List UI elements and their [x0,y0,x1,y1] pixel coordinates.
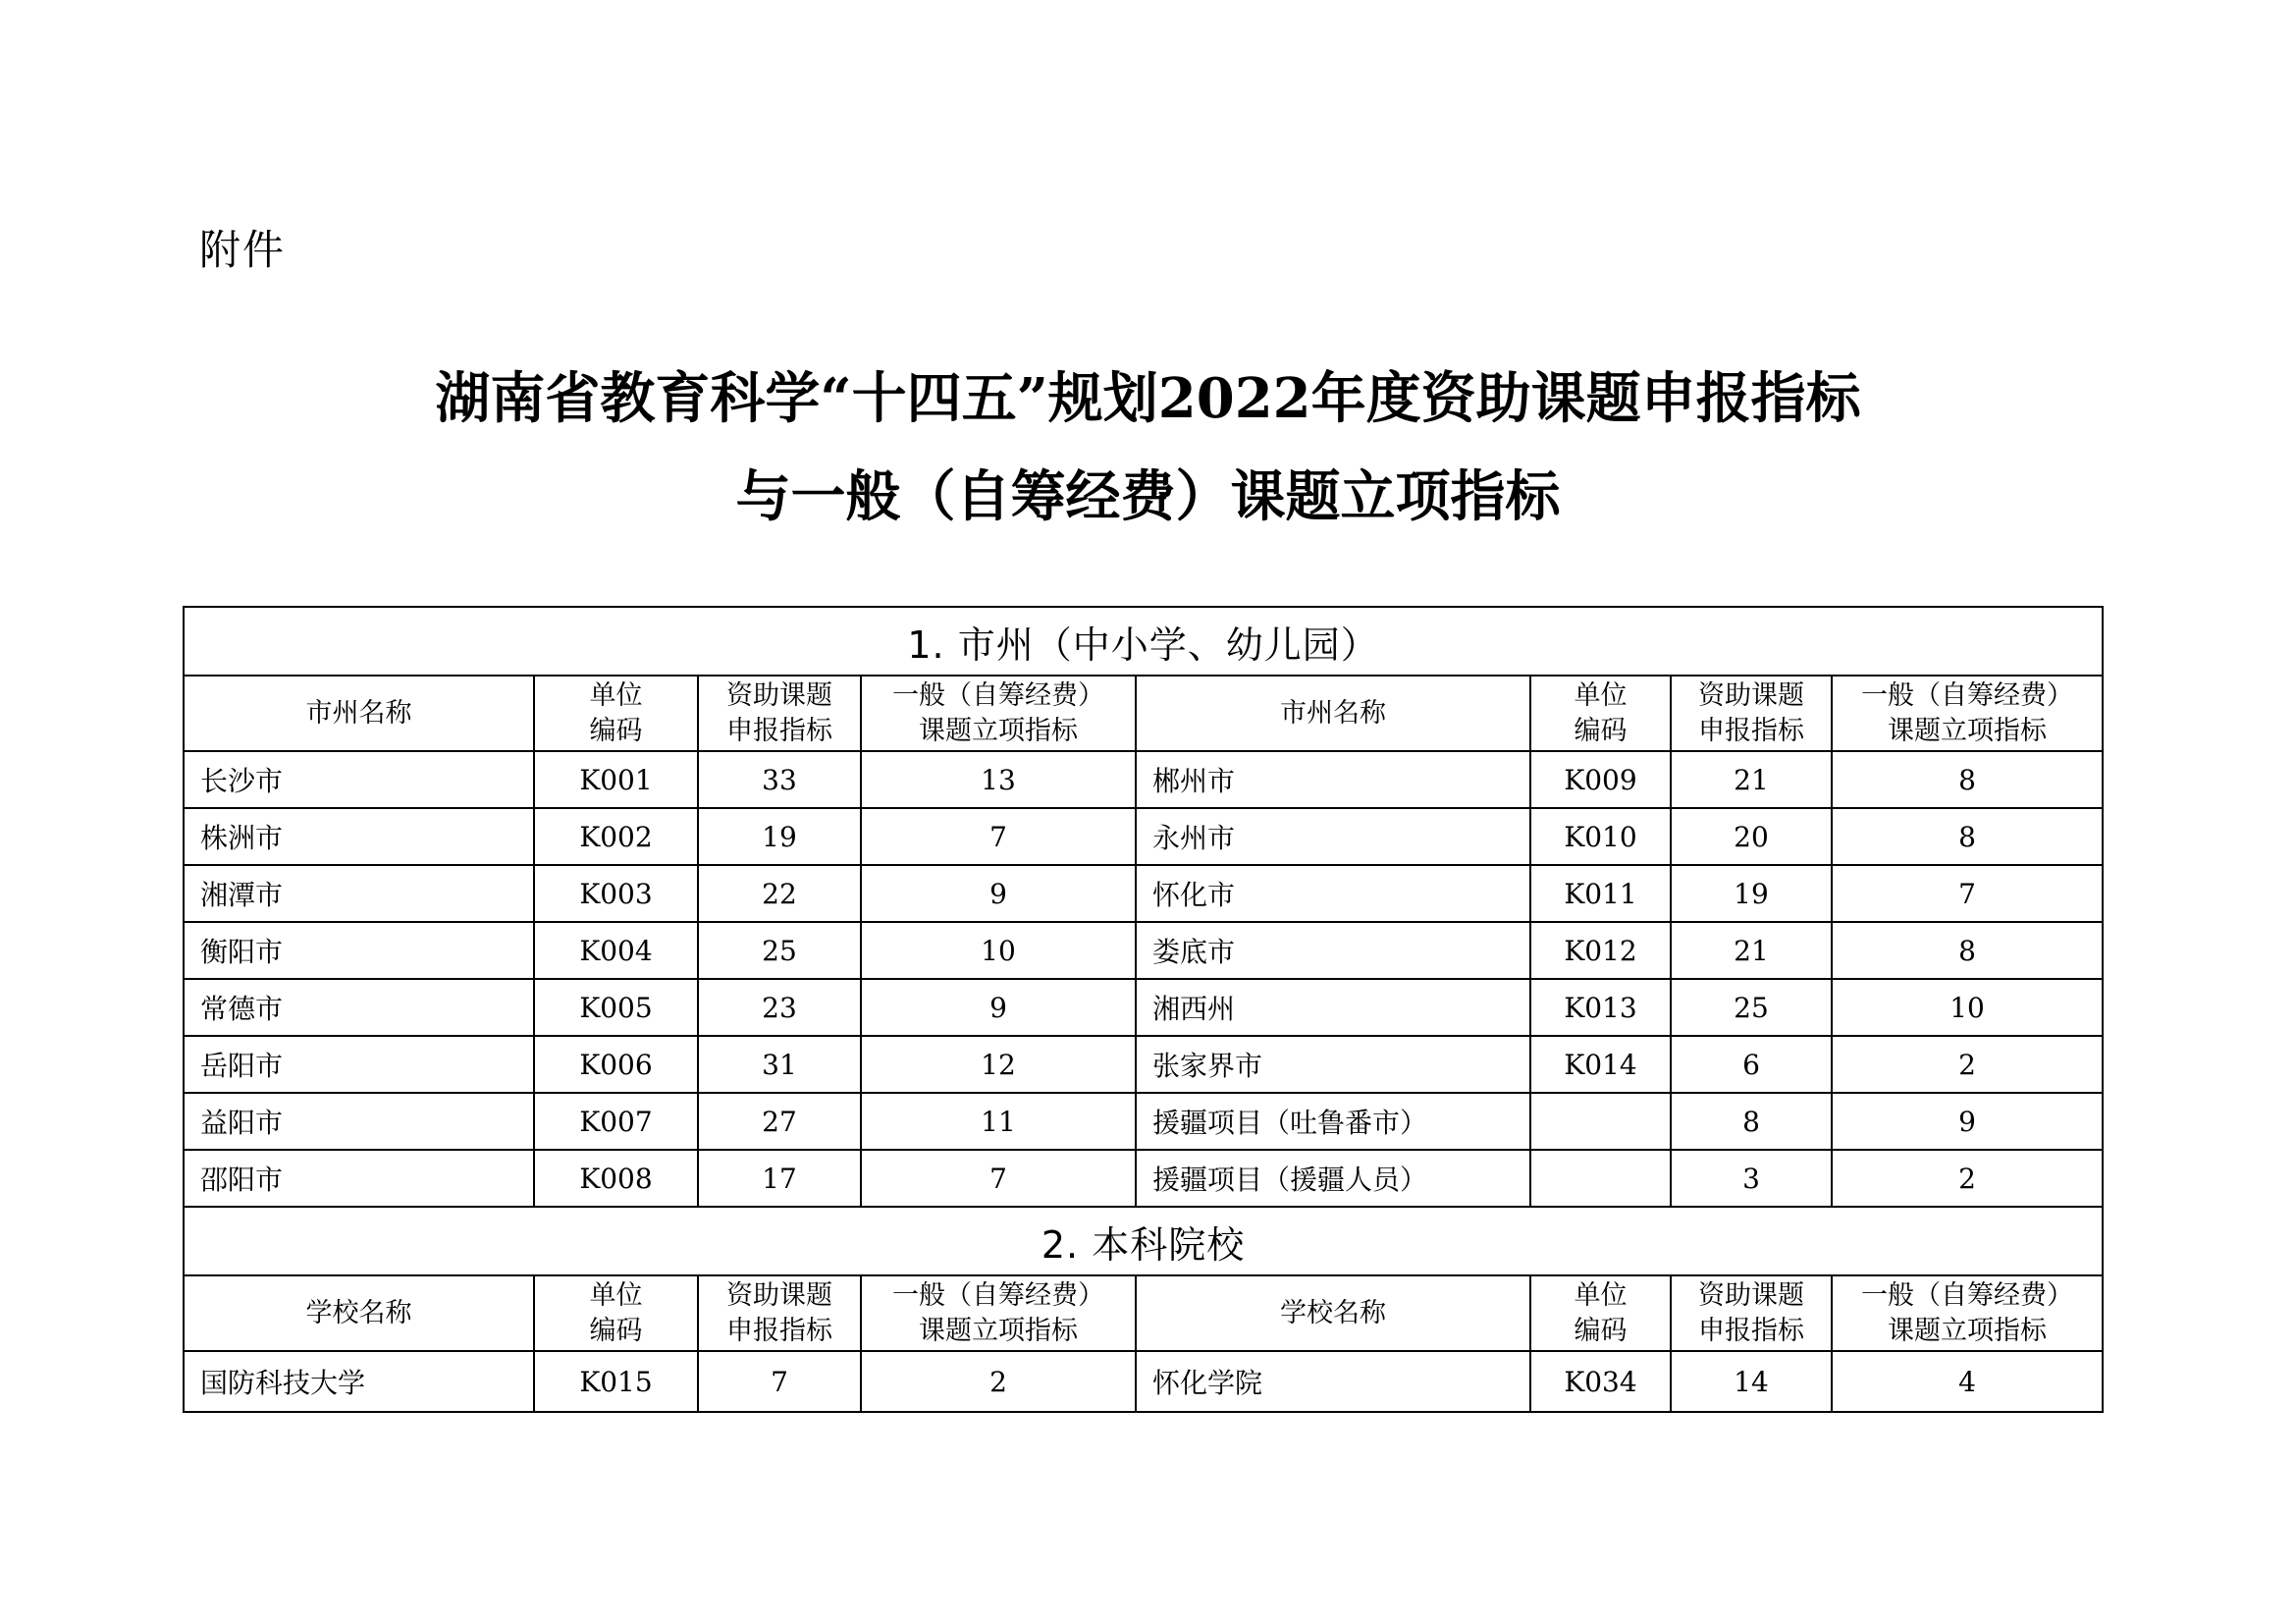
header-code-left [534,676,698,751]
general-quota: 10 [1832,979,2103,1036]
general-quota: 8 [1832,922,2103,979]
general-quota: 4 [1832,1351,2103,1412]
funded-quota: 25 [1671,979,1832,1036]
header-general-right [1832,676,2103,751]
attachment-label: 附件 [199,226,287,274]
city-name: 湘西州 [1136,979,1530,1036]
general-quota: 12 [861,1036,1136,1093]
table-row [184,865,2103,922]
general-quota: 7 [1832,865,2103,922]
city-name: 益阳市 [184,1093,534,1150]
header-code-line-2: 编码 [589,715,643,746]
city-name: 张家界市 [1136,1036,1530,1093]
funded-quota: 23 [698,979,861,1036]
unit-code: K015 [534,1351,698,1412]
header-name-left: 市州名称 [184,676,534,751]
unit-code: K006 [534,1036,698,1093]
header-general-line-1: 一般（自筹经费） [1861,679,2074,711]
table-row [184,808,2103,865]
table-row [184,1093,2103,1150]
funded-quota: 3 [1671,1150,1832,1207]
unit-code: K005 [534,979,698,1036]
general-quota: 2 [1832,1150,2103,1207]
header-funded-line-1: 资助课题 [726,679,832,711]
city-name: 湘潭市 [184,865,534,922]
header-code-line-2: 编码 [1574,715,1628,746]
city-name: 娄底市 [1136,922,1530,979]
header-funded-line-2: 申报指标 [726,1315,832,1346]
unit-code: K011 [1530,865,1671,922]
header-general-line-2: 课题立项指标 [1888,715,2048,746]
header-funded-line-2: 申报指标 [726,715,832,746]
header-code-line-1: 单位 [1574,1279,1628,1311]
header-code-line-1: 单位 [589,1279,643,1311]
table-row [184,751,2103,808]
quota-table [183,606,2104,1413]
header-name-left: 学校名称 [184,1275,534,1351]
header-funded-line-1: 资助课题 [726,1279,832,1311]
table-row [184,1351,2103,1412]
general-quota: 7 [861,1150,1136,1207]
general-quota: 8 [1832,751,2103,808]
funded-quota: 20 [1671,808,1832,865]
section-1-title-row [184,607,2103,676]
funded-quota: 33 [698,751,861,808]
section-1-header-row [184,676,2103,751]
funded-quota: 31 [698,1036,861,1093]
school-name: 怀化学院 [1136,1351,1530,1412]
header-funded-right [1671,676,1832,751]
funded-quota: 14 [1671,1351,1832,1412]
funded-quota: 27 [698,1093,861,1150]
table-row [184,922,2103,979]
header-general-line-2: 课题立项指标 [919,1315,1078,1346]
header-funded-left [698,676,861,751]
header-code-line-1: 单位 [1574,679,1628,711]
unit-code: K009 [1530,751,1671,808]
unit-code: K012 [1530,922,1671,979]
general-quota: 2 [1832,1036,2103,1093]
table-row [184,979,2103,1036]
city-name: 永州市 [1136,808,1530,865]
section-2-title: 2. 本科院校 [184,1207,2103,1275]
funded-quota: 21 [1671,922,1832,979]
header-funded-line-1: 资助课题 [1698,1279,1804,1311]
header-code-right [1530,676,1671,751]
header-code-right [1530,1275,1671,1351]
header-general-line-1: 一般（自筹经费） [892,1279,1104,1311]
header-funded-line-2: 申报指标 [1698,1315,1804,1346]
city-name: 怀化市 [1136,865,1530,922]
unit-code: K034 [1530,1351,1671,1412]
header-code-line-2: 编码 [589,1315,643,1346]
general-quota: 8 [1832,808,2103,865]
unit-code: K010 [1530,808,1671,865]
header-name-right: 市州名称 [1136,676,1530,751]
header-funded-line-2: 申报指标 [1698,715,1804,746]
header-general-line-1: 一般（自筹经费） [1861,1279,2074,1311]
unit-code: K014 [1530,1036,1671,1093]
general-quota: 13 [861,751,1136,808]
header-funded-line-1: 资助课题 [1698,679,1804,711]
general-quota: 7 [861,808,1136,865]
unit-code: K004 [534,922,698,979]
funded-quota: 17 [698,1150,861,1207]
unit-code: K001 [534,751,698,808]
funded-quota: 25 [698,922,861,979]
city-name: 邵阳市 [184,1150,534,1207]
header-general-left [861,1275,1136,1351]
general-quota: 9 [861,865,1136,922]
header-funded-right [1671,1275,1832,1351]
city-name: 衡阳市 [184,922,534,979]
city-name: 援疆项目（吐鲁番市） [1136,1093,1530,1150]
header-general-line-2: 课题立项指标 [919,715,1078,746]
table-row [184,1150,2103,1207]
city-name: 长沙市 [184,751,534,808]
header-general-right [1832,1275,2103,1351]
funded-quota: 8 [1671,1093,1832,1150]
header-general-left [861,676,1136,751]
school-name: 国防科技大学 [184,1351,534,1412]
unit-code: K007 [534,1093,698,1150]
table-row [184,1036,2103,1093]
document-title-line-2: 与一般（自筹经费）课题立项指标 [735,464,1561,529]
funded-quota: 22 [698,865,861,922]
section-2-title-row [184,1207,2103,1275]
city-name: 常德市 [184,979,534,1036]
funded-quota: 21 [1671,751,1832,808]
unit-code: K002 [534,808,698,865]
unit-code [1530,1150,1671,1207]
funded-quota: 19 [1671,865,1832,922]
header-code-line-1: 单位 [589,679,643,711]
unit-code: K013 [1530,979,1671,1036]
city-name: 援疆项目（援疆人员） [1136,1150,1530,1207]
header-code-left [534,1275,698,1351]
funded-quota: 19 [698,808,861,865]
header-general-line-1: 一般（自筹经费） [892,679,1104,711]
city-name: 郴州市 [1136,751,1530,808]
general-quota: 2 [861,1351,1136,1412]
header-general-line-2: 课题立项指标 [1888,1315,2048,1346]
unit-code [1530,1093,1671,1150]
document-title-line-1: 湖南省教育科学“十四五”规划2022年度资助课题申报指标 [435,366,1861,431]
header-funded-left [698,1275,861,1351]
section-2-header-row [184,1275,2103,1351]
general-quota: 11 [861,1093,1136,1150]
header-name-right: 学校名称 [1136,1275,1530,1351]
header-code-line-2: 编码 [1574,1315,1628,1346]
section-1-title: 1. 市州（中小学、幼儿园） [184,607,2103,676]
funded-quota: 7 [698,1351,861,1412]
funded-quota: 6 [1671,1036,1832,1093]
city-name: 株洲市 [184,808,534,865]
unit-code: K008 [534,1150,698,1207]
general-quota: 9 [861,979,1136,1036]
unit-code: K003 [534,865,698,922]
city-name: 岳阳市 [184,1036,534,1093]
general-quota: 9 [1832,1093,2103,1150]
general-quota: 10 [861,922,1136,979]
